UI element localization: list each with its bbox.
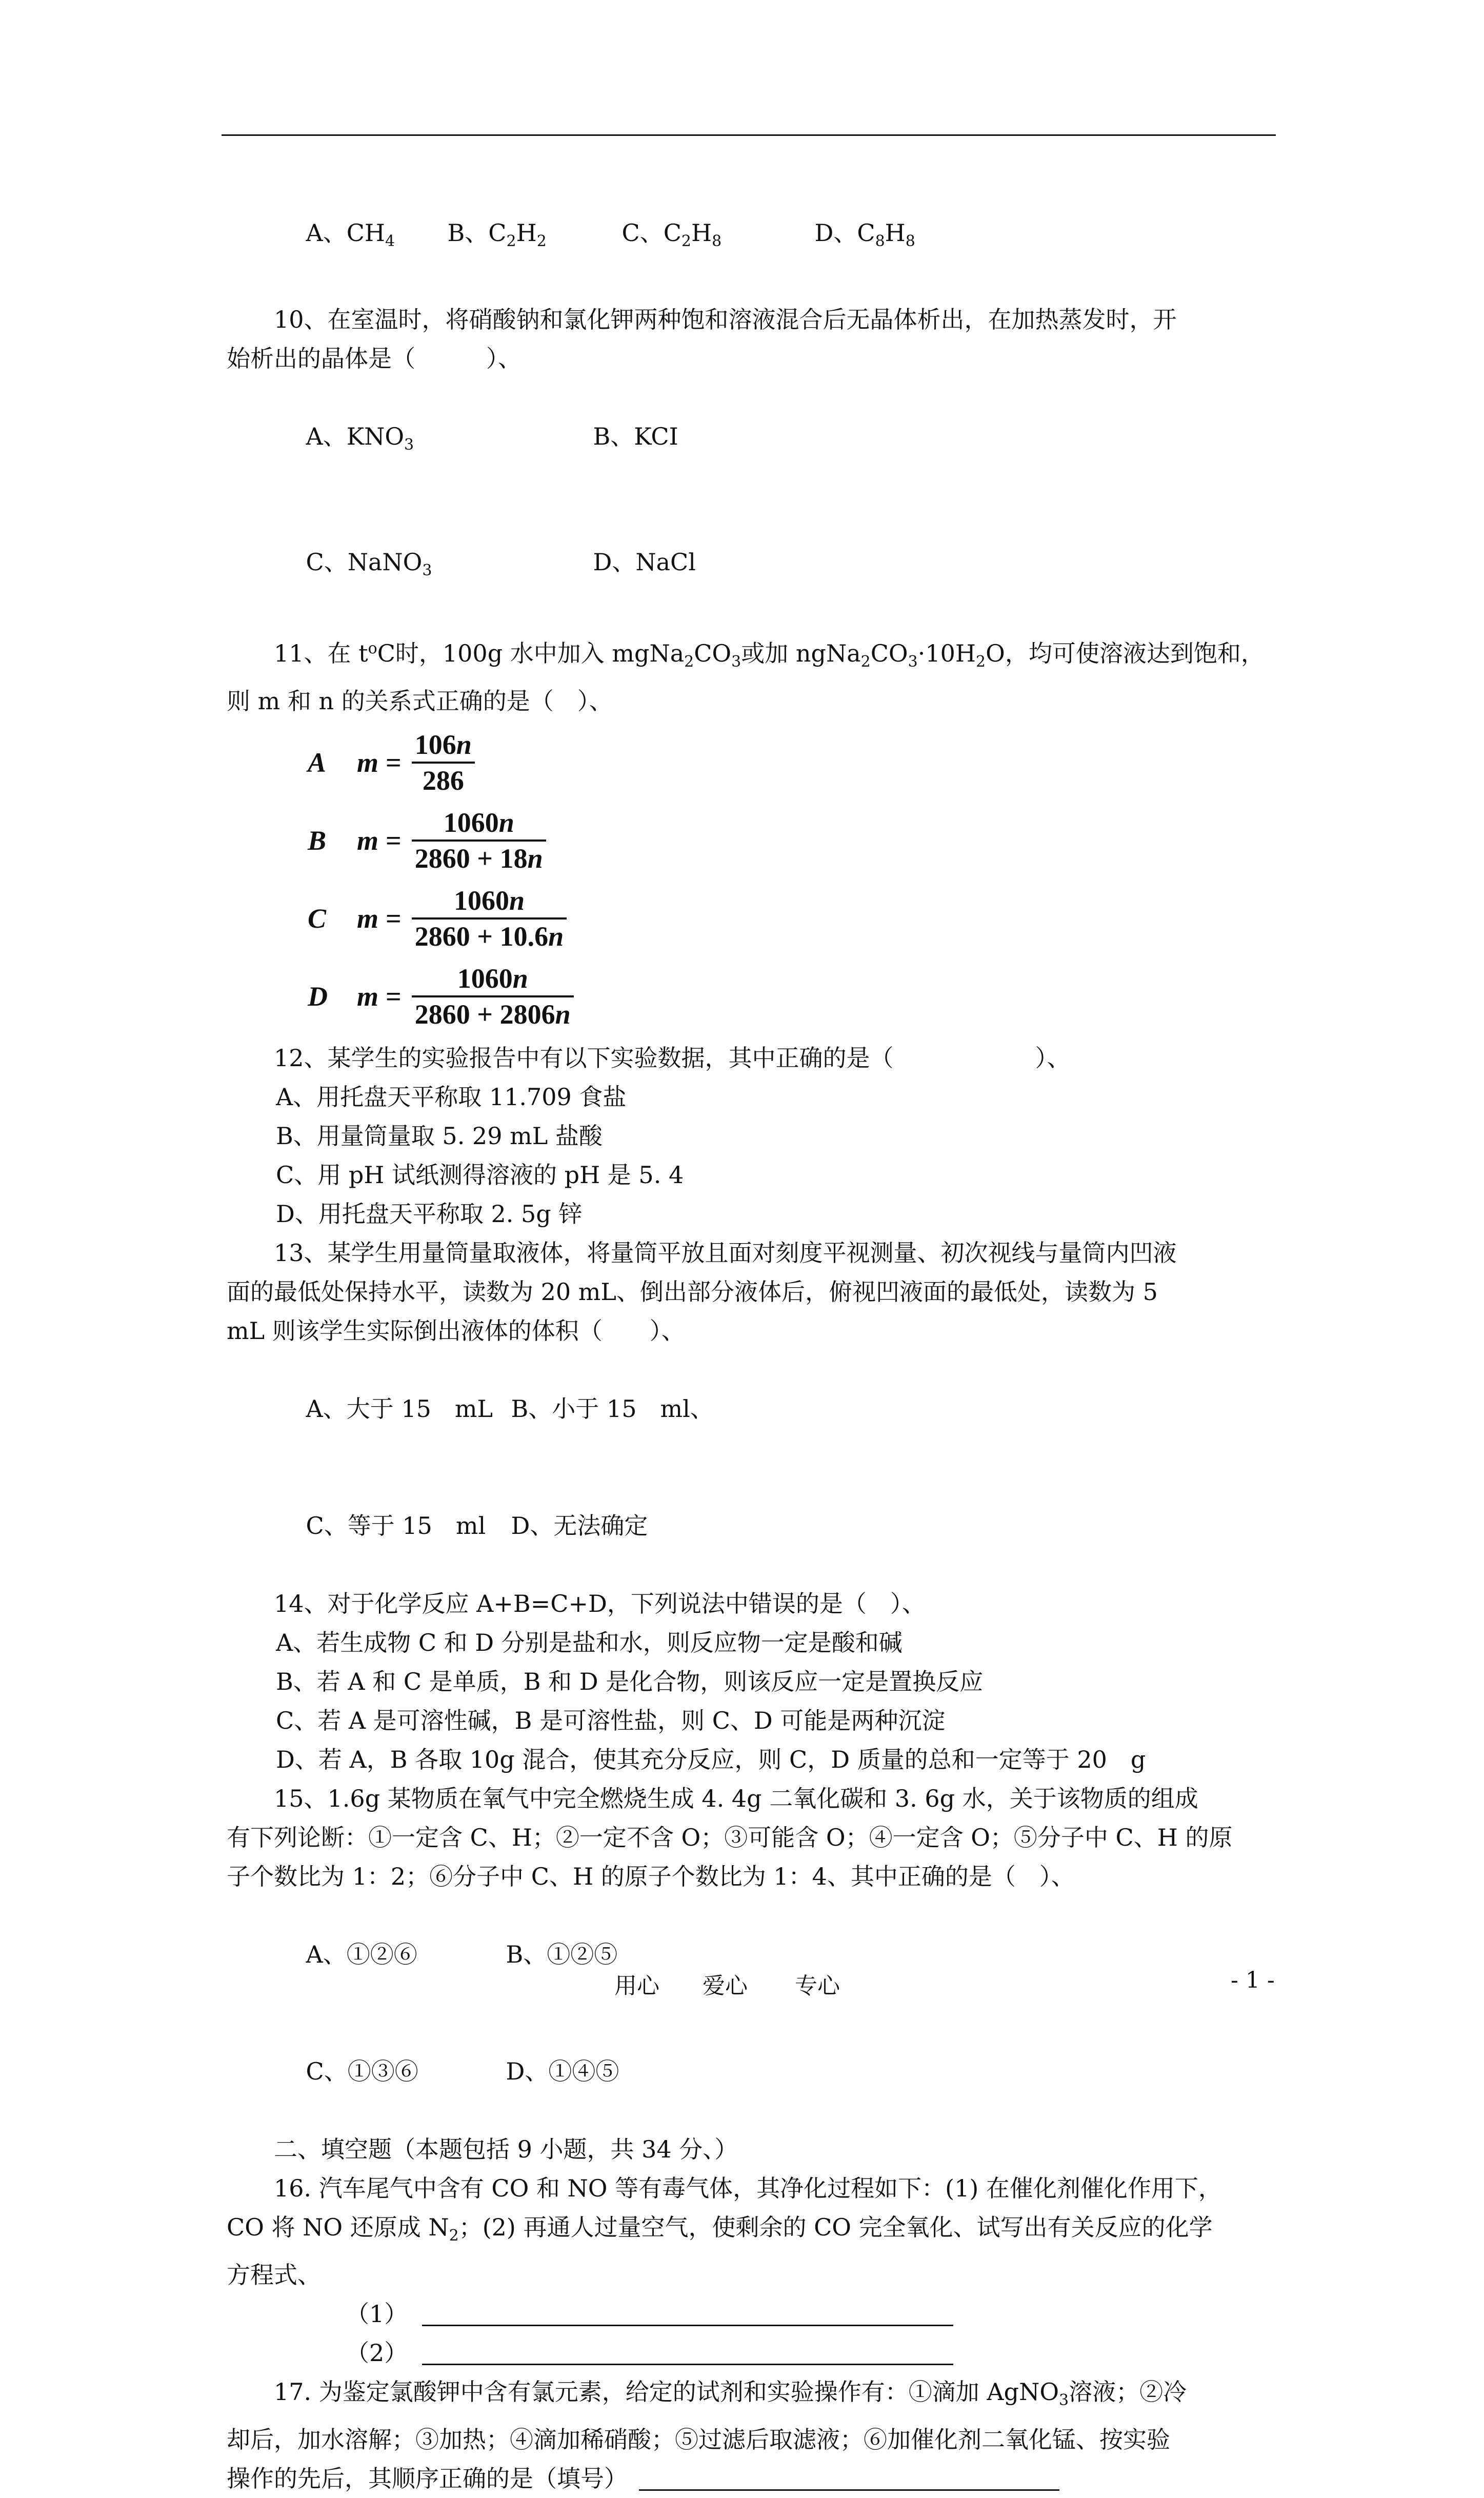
header-rule bbox=[222, 134, 1276, 136]
q17-stem-line2: 却后，加水溶解；③加热；④滴加稀硝酸；⑤过滤后取滤液；⑥加催化剂二氧化锰、按实验 bbox=[227, 2426, 1170, 2453]
q10-options-row1 bbox=[227, 378, 1283, 504]
q10-option-a: A、KNO3 bbox=[306, 423, 414, 454]
answer-blank-3[interactable] bbox=[639, 2489, 1059, 2491]
footer-motto-2: 爱心 bbox=[703, 1973, 748, 1999]
q9-option-a: A、CH4 bbox=[306, 219, 395, 250]
q13-option-c: C、等于 15 ml bbox=[306, 1512, 486, 1540]
answer-blank-1[interactable] bbox=[422, 2324, 953, 2326]
q13-options-row2 bbox=[227, 1467, 1283, 1584]
q15-stem-line2: 有下列论断：①一定含 C、H；②一定不含 O；③可能含 O；④一定含 O；⑤分子中 C、H 的原 bbox=[227, 1824, 1233, 1851]
q10-options-row2 bbox=[227, 504, 1283, 629]
q14-option-c: C、若 A 是可溶性碱，B 是可溶性盐，则 C、D 可能是两种沉淀 bbox=[276, 1707, 946, 1734]
q15-stem-line1: 15、1.6g 某物质在氧气中完全燃烧生成 4. 4g 二氧化碳和 3. 6g 水，关于该物质的组成 bbox=[274, 1785, 1198, 1812]
formula-label: D bbox=[308, 981, 328, 1012]
q17-stem-line1: 17. 为鉴定氯酸钾中含有氯元素，给定的试剂和实验操作有：①滴加 AgNO$_3$溶液；②冷 bbox=[274, 2378, 1187, 2409]
q12-option-b: B、用量筒量取 5. 29 mL 盐酸 bbox=[276, 1122, 603, 1150]
denominator: 2860 + 2806n bbox=[414, 999, 571, 1030]
q13-option-a: A、大于 15 mL bbox=[306, 1395, 493, 1423]
q14-option-d: D、若 A，B 各取 10g 混合，使其充分反应，则 C，D 质量的总和一定等于 20 g bbox=[276, 1746, 1146, 1773]
numerator: 1060n bbox=[453, 885, 525, 916]
q10-stem-line2: 始析出的晶体是（ ）、 bbox=[227, 345, 522, 372]
footer-motto-3: 专心 bbox=[795, 1973, 840, 1999]
q16-answer-1: （1） bbox=[227, 2294, 1283, 2333]
q11-formula-c: C m = $\frac{1060n}{2860 + 10.6n}$ bbox=[308, 880, 1283, 957]
q13-option-d: D、无法确定 bbox=[511, 1512, 648, 1540]
exam-content bbox=[227, 174, 1283, 2498]
q11-formulas bbox=[227, 721, 1283, 1038]
q15-option-a: A、①②⑥ bbox=[306, 1941, 417, 1968]
q16-answer-2: （2） bbox=[227, 2333, 1283, 2372]
q14-stem: 14、对于化学反应 A+B=C+D，下列说法中错误的是（ ）、 bbox=[274, 1590, 926, 1617]
q15-stem-line3: 子个数比为 1：2；⑥分子中 C、H 的原子个数比为 1：4、其中正确的是（ ）、 bbox=[227, 1863, 1075, 1890]
q15-option-d: D、①④⑤ bbox=[506, 2057, 619, 2085]
q12-stem: 12、某学生的实验报告中有以下实验数据，其中正确的是（ ）、 bbox=[274, 1044, 1071, 1072]
q12-option-c: C、用 pH 试纸测得溶液的 pH 是 5. 4 bbox=[276, 1161, 684, 1189]
fraction bbox=[412, 963, 574, 1030]
footer-motto-1: 用心 bbox=[614, 1973, 659, 1999]
numerator: 1060n bbox=[457, 963, 528, 994]
denominator: 286 bbox=[422, 765, 464, 796]
denominator: 2860 + 18n bbox=[414, 843, 543, 874]
q9-option-c: C、C2H8 bbox=[621, 219, 722, 250]
q11-stem-line2: 则 m 和 n 的关系式正确的是（ ）、 bbox=[227, 687, 613, 715]
numerator: 1060n bbox=[443, 807, 514, 838]
section-2-heading: 二、填空题（本题包括 9 小题，共 34 分、） bbox=[274, 2135, 738, 2163]
formula-label: C bbox=[308, 903, 327, 934]
q10-stem-line1: 10、在室温时，将硝酸钠和氯化钾两种饱和溶液混合后无晶体析出，在加热蒸发时，开 bbox=[274, 306, 1177, 333]
q12-option-a: A、用托盘天平称取 11.709 食盐 bbox=[276, 1083, 627, 1111]
q13-stem-line3: mL 则该学生实际倒出液体的体积（ ）、 bbox=[227, 1317, 685, 1345]
q17-stem-line3: 操作的先后，其顺序正确的是（填号） bbox=[227, 2459, 1283, 2498]
q11-formula-a: A m = $\frac{106n}{286}$ bbox=[308, 724, 1283, 802]
q16-stem-line1: 16. 汽车尾气中含有 CO 和 NO 等有毒气体，其净化过程如下：(1) 在催化剂催化作用下， bbox=[274, 2174, 1222, 2202]
q11-formula-b: B m = $\frac{1060n}{2860 + 18n}$ bbox=[308, 802, 1283, 880]
q15-options-row2 bbox=[227, 2013, 1283, 2130]
q10-option-d: D、NaCl bbox=[593, 548, 696, 576]
fraction bbox=[412, 885, 567, 952]
q9-options bbox=[227, 174, 1283, 300]
page-number: - 1 - bbox=[1231, 1967, 1275, 1993]
q12-option-d: D、用托盘天平称取 2. 5g 锌 bbox=[276, 1200, 583, 1228]
q13-stem-line1: 13、某学生用量筒量取液体，将量筒平放且面对刻度平视测量、初次视线与量筒内凹液 bbox=[274, 1239, 1177, 1267]
q13-option-b: B、小于 15 ml、 bbox=[511, 1395, 714, 1423]
q10-option-b: B、KCI bbox=[593, 423, 678, 450]
formula-label: B bbox=[308, 825, 327, 856]
q13-stem-line2: 面的最低处保持水平，读数为 20 mL、倒出部分液体后，俯视凹液面的最低处，读数为 5 bbox=[227, 1278, 1158, 1306]
q14-option-b: B、若 A 和 C 是单质，B 和 D 是化合物，则该反应一定是置换反应 bbox=[276, 1668, 984, 1695]
q15-option-c: C、①③⑥ bbox=[306, 2057, 418, 2085]
formula-label: A bbox=[308, 747, 327, 778]
q16-stem-line3: 方程式、 bbox=[227, 2261, 321, 2289]
q11-formula-d: D m = $\frac{1060n}{2860 + 2806n}$ bbox=[308, 957, 1283, 1035]
q13-options-row1 bbox=[227, 1350, 1283, 1467]
denominator: 2860 + 10.6n bbox=[414, 921, 564, 952]
q16-stem-line2: CO 将 NO 还原成 $N_2$；(2) 再通人过量空气，使剩余的 CO 完全氧化、试写出有关反应的化学 bbox=[227, 2213, 1213, 2245]
q14-option-a: A、若生成物 C 和 D 分别是盐和水，则反应物一定是酸和碱 bbox=[276, 1629, 903, 1656]
q10-option-c: C、NaNO3 bbox=[306, 548, 432, 579]
q9-option-d: D、C8H8 bbox=[814, 219, 915, 250]
answer-blank-2[interactable] bbox=[422, 2363, 953, 2365]
numerator: 106n bbox=[414, 729, 472, 760]
q15-options-row1 bbox=[227, 1896, 1283, 2013]
q9-option-b: B、C2H2 bbox=[447, 219, 547, 250]
q15-option-b: B、①②⑤ bbox=[506, 1941, 618, 1968]
fraction bbox=[412, 729, 475, 796]
q11-stem-line1: 11、在 $t^oC$时，100g 水中加入 $mgNa_2CO_3$或加 $ngNa_2CO_3\cdot 10H_2O$，均可使溶液达到饱和， bbox=[274, 640, 1265, 671]
fraction bbox=[412, 807, 546, 874]
